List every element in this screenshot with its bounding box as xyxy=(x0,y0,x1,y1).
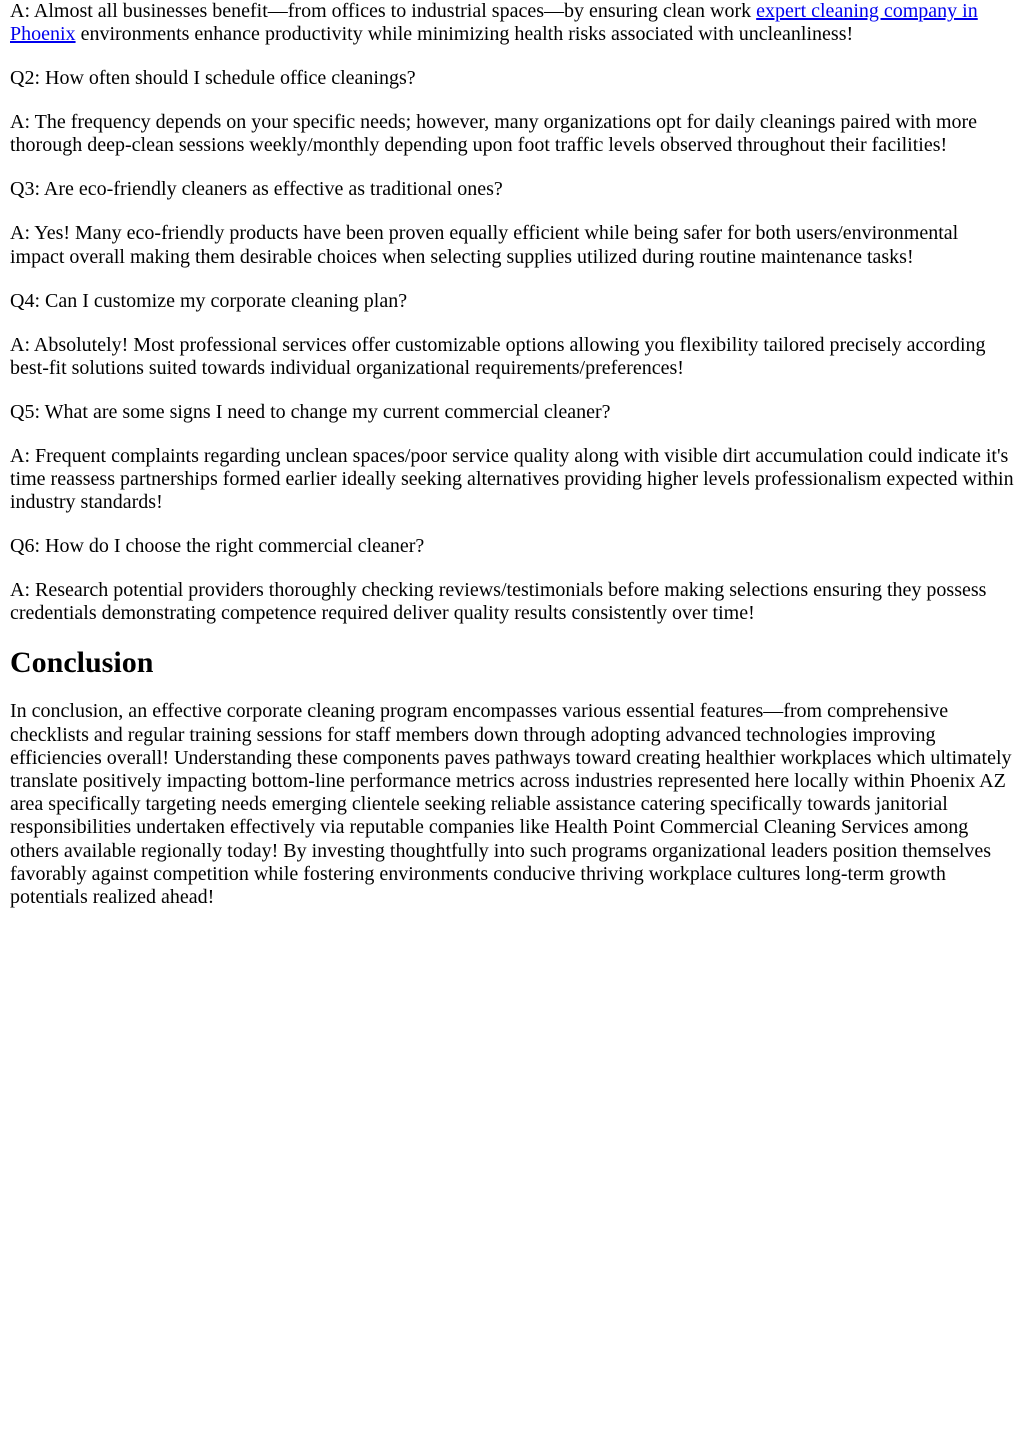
faq-answer-1 xyxy=(10,0,1014,46)
faq-answer-4: A: Absolutely! Most professional services offer customizable options allowing you flexibility tailored precisely according best-fit solutions suited towards individual organizational requirements/preferences! xyxy=(10,333,986,379)
conclusion-paragraph: In conclusion, an effective corporate cleaning program encompasses various essential features—from comprehensive checklists and regular training sessions for staff members down through adopting advanced technologies improving efficiencies overall! Understanding these components paves pathways toward creating healthier workplaces which ultimately translate positively impacting bottom-line performance metrics across industries represented here locally within Phoenix AZ area specifically targeting needs emerging clientele seeking reliable assistance catering specifically towards janitorial responsibilities undertaken effectively via reputable companies like Health Point Commercial Cleaning Services among others available regionally today! By investing thoughtfully into such programs organizational leaders position themselves favorably against competition while fostering environments conducive thriving workplace cultures long-term growth potentials realized ahead! xyxy=(10,700,1012,909)
faq-answer-2: A: The frequency depends on your specific needs; however, many organizations opt for daily cleanings paired with more thorough deep-clean sessions weekly/monthly depending upon foot traffic levels observed throughout their facilities! xyxy=(10,111,978,157)
faq-question-5: Q5: What are some signs I need to change my current commercial cleaner? xyxy=(10,400,611,423)
faq-answer-5: A: Frequent complaints regarding unclean spaces/poor service quality along with visible dirt accumulation could indicate it's time reassess partnerships formed earlier ideally seeking alternatives providing higher levels professionalism expected within industry standards! xyxy=(10,444,1014,514)
document-page xyxy=(10,0,1014,909)
faq-answer-1-text-after: environments enhance productivity while minimizing health risks associated with uncleanliness! xyxy=(75,23,854,46)
conclusion-heading: Conclusion xyxy=(10,646,154,680)
faq-question-3: Q3: Are eco-friendly cleaners as effective as traditional ones? xyxy=(10,178,503,201)
faq-answer-3: A: Yes! Many eco-friendly products have been proven equally efficient while being safer for both users/environmental impact overall making them desirable choices when selecting supplies utilized during routine maintenance tasks! xyxy=(10,222,959,268)
faq-question-6: Q6: How do I choose the right commercial cleaner? xyxy=(10,535,425,558)
expert-cleaning-company-link[interactable]: expert cleaning company in Phoenix xyxy=(10,0,978,46)
faq-answer-1-text-before: A: Almost all businesses benefit—from offices to industrial spaces—by ensuring clean work xyxy=(10,0,757,22)
faq-question-2: Q2: How often should I schedule office cleanings? xyxy=(10,67,416,90)
faq-question-4: Q4: Can I customize my corporate cleaning plan? xyxy=(10,289,408,312)
faq-answer-6: A: Research potential providers thoroughly checking reviews/testimonials before making selections ensuring they possess credentials demonstrating competence required deliver quality results consistently over time! xyxy=(10,579,987,625)
